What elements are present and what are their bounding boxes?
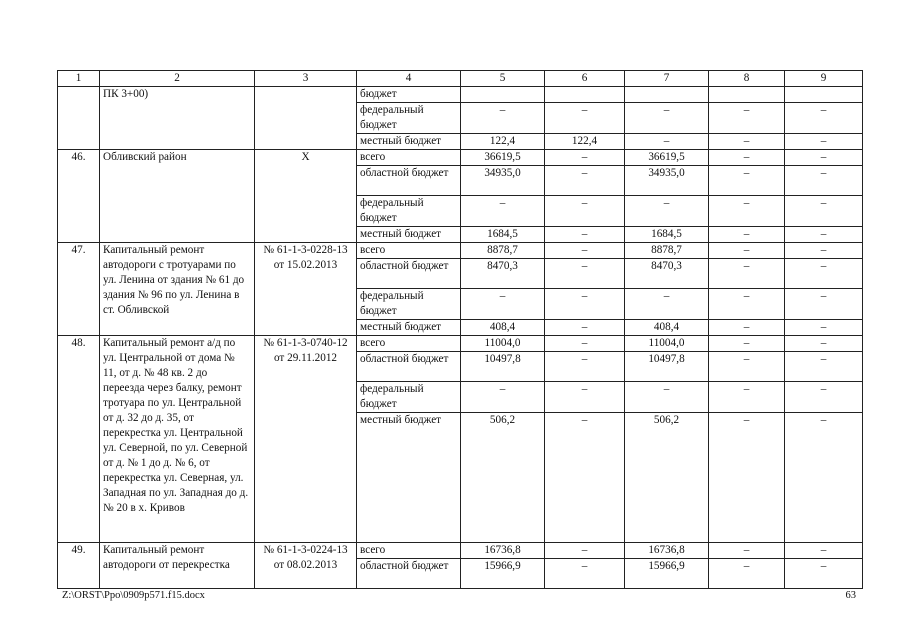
budget-label: бюджет bbox=[357, 87, 461, 103]
item-document: X bbox=[255, 150, 357, 243]
value-col-8: – bbox=[709, 227, 785, 243]
value-col-8: – bbox=[709, 413, 785, 543]
value-col-9: – bbox=[785, 289, 863, 320]
value-col-6: – bbox=[545, 413, 625, 543]
value-col-9: – bbox=[785, 259, 863, 289]
item-number: 47. bbox=[58, 243, 100, 336]
value-col-5: – bbox=[461, 382, 545, 413]
value-col-9 bbox=[785, 87, 863, 103]
value-col-5: 506,2 bbox=[461, 413, 545, 543]
value-col-6: – bbox=[545, 103, 625, 134]
value-col-5 bbox=[461, 87, 545, 103]
value-col-5: – bbox=[461, 289, 545, 320]
value-col-9: – bbox=[785, 150, 863, 166]
value-col-7: 408,4 bbox=[625, 320, 709, 336]
value-col-7: 34935,0 bbox=[625, 166, 709, 196]
budget-label: областной бюджет bbox=[357, 166, 461, 196]
value-col-6: – bbox=[545, 243, 625, 259]
value-col-7: – bbox=[625, 103, 709, 134]
value-col-6: – bbox=[545, 320, 625, 336]
value-col-9: – bbox=[785, 166, 863, 196]
value-col-7: 8878,7 bbox=[625, 243, 709, 259]
col-6-header: 6 bbox=[545, 71, 625, 87]
budget-line bbox=[58, 336, 863, 352]
value-col-6: – bbox=[545, 352, 625, 382]
value-col-9: – bbox=[785, 413, 863, 543]
item-document bbox=[255, 87, 357, 150]
item-name: Капитальный ремонт автодороги от перекрестка bbox=[100, 543, 255, 589]
budget-line bbox=[58, 150, 863, 166]
value-col-8: – bbox=[709, 543, 785, 559]
value-col-5: 16736,8 bbox=[461, 543, 545, 559]
value-col-5: 1684,5 bbox=[461, 227, 545, 243]
value-col-7: 506,2 bbox=[625, 413, 709, 543]
value-col-5: – bbox=[461, 196, 545, 227]
value-col-7: – bbox=[625, 382, 709, 413]
value-col-8: – bbox=[709, 243, 785, 259]
item-number: 49. bbox=[58, 543, 100, 589]
value-col-6 bbox=[545, 87, 625, 103]
budget-label: местный бюджет bbox=[357, 413, 461, 543]
value-col-9: – bbox=[785, 352, 863, 382]
value-col-9: – bbox=[785, 243, 863, 259]
value-col-5: 34935,0 bbox=[461, 166, 545, 196]
value-col-9: – bbox=[785, 320, 863, 336]
item-document: № 61-1-3-0228-13 от 15.02.2013 bbox=[255, 243, 357, 336]
row-46 bbox=[58, 150, 863, 243]
value-col-7: – bbox=[625, 134, 709, 150]
value-col-6: – bbox=[545, 259, 625, 289]
budget-label: федеральный бюджет bbox=[357, 196, 461, 227]
col-5-header: 5 bbox=[461, 71, 545, 87]
item-name: Капитальный ремонт автодороги с тротуарами по ул. Ленина от здания № 61 до здания № 96 по ул. Ленина в ст. Обливской bbox=[100, 243, 255, 336]
budget-label: федеральный бюджет bbox=[357, 103, 461, 134]
value-col-8: – bbox=[709, 150, 785, 166]
value-col-8: – bbox=[709, 166, 785, 196]
col-2-header: 2 bbox=[100, 71, 255, 87]
value-col-7: 11004,0 bbox=[625, 336, 709, 352]
row-pk-continuation bbox=[58, 87, 863, 150]
budget-label: федеральный бюджет bbox=[357, 289, 461, 320]
value-col-8: – bbox=[709, 134, 785, 150]
value-col-5: 11004,0 bbox=[461, 336, 545, 352]
column-number-row bbox=[58, 71, 863, 87]
value-col-8: – bbox=[709, 352, 785, 382]
value-col-9: – bbox=[785, 559, 863, 589]
value-col-7: – bbox=[625, 196, 709, 227]
value-col-8: – bbox=[709, 336, 785, 352]
row-47 bbox=[58, 243, 863, 336]
value-col-5: 122,4 bbox=[461, 134, 545, 150]
value-col-5: 10497,8 bbox=[461, 352, 545, 382]
col-7-header: 7 bbox=[625, 71, 709, 87]
col-1-header: 1 bbox=[58, 71, 100, 87]
item-name: ПК 3+00) bbox=[100, 87, 255, 150]
budget-line bbox=[58, 243, 863, 259]
budget-label: всего bbox=[357, 336, 461, 352]
value-col-5: – bbox=[461, 103, 545, 134]
value-col-9: – bbox=[785, 227, 863, 243]
value-col-6: – bbox=[545, 166, 625, 196]
value-col-6: – bbox=[545, 336, 625, 352]
budget-label: местный бюджет bbox=[357, 320, 461, 336]
value-col-5: 36619,5 bbox=[461, 150, 545, 166]
value-col-9: – bbox=[785, 543, 863, 559]
row-48 bbox=[58, 336, 863, 543]
budget-label: областной бюджет bbox=[357, 352, 461, 382]
value-col-8: – bbox=[709, 196, 785, 227]
value-col-7: 1684,5 bbox=[625, 227, 709, 243]
col-9-header: 9 bbox=[785, 71, 863, 87]
value-col-7: 16736,8 bbox=[625, 543, 709, 559]
budget-line bbox=[58, 543, 863, 559]
value-col-5: 8878,7 bbox=[461, 243, 545, 259]
value-col-5: 8470,3 bbox=[461, 259, 545, 289]
value-col-9: – bbox=[785, 103, 863, 134]
value-col-9: – bbox=[785, 134, 863, 150]
item-document: № 61-1-3-0740-12 от 29.11.2012 bbox=[255, 336, 357, 543]
value-col-6: – bbox=[545, 559, 625, 589]
budget-label: местный бюджет bbox=[357, 227, 461, 243]
budget-label: всего bbox=[357, 543, 461, 559]
item-number: 46. bbox=[58, 150, 100, 243]
value-col-8: – bbox=[709, 289, 785, 320]
value-col-7: – bbox=[625, 289, 709, 320]
value-col-7: 10497,8 bbox=[625, 352, 709, 382]
value-col-6: – bbox=[545, 382, 625, 413]
value-col-8: – bbox=[709, 259, 785, 289]
value-col-8: – bbox=[709, 320, 785, 336]
footer-page-number: 63 bbox=[845, 590, 856, 601]
budget-label: всего bbox=[357, 150, 461, 166]
budget-label: областной бюджет bbox=[357, 259, 461, 289]
budget-label: местный бюджет bbox=[357, 134, 461, 150]
footer-file-path: Z:\ORST\Ppo\0909p571.f15.docx bbox=[62, 590, 205, 601]
value-col-7: 15966,9 bbox=[625, 559, 709, 589]
value-col-5: 408,4 bbox=[461, 320, 545, 336]
value-col-7: 36619,5 bbox=[625, 150, 709, 166]
value-col-9: – bbox=[785, 196, 863, 227]
budget-line bbox=[58, 87, 863, 103]
budget-label: областной бюджет bbox=[357, 559, 461, 589]
value-col-9: – bbox=[785, 382, 863, 413]
row-49 bbox=[58, 543, 863, 589]
value-col-7: 8470,3 bbox=[625, 259, 709, 289]
value-col-6: 122,4 bbox=[545, 134, 625, 150]
value-col-8: – bbox=[709, 103, 785, 134]
item-name: Капитальный ремонт а/д по ул. Центральной от дома № 11, от д. № 48 кв. 2 до переезда через балку, ремонт тротуара по ул. Центральной от д. 32 до д. 35, от перекрестка ул. Центральной ул. Северной, по ул. Северной от д. № 1 до д. № 6, от перекрестка ул. Северная, ул. Западная по ул. Западная до д. № 20 в х. Кривов bbox=[100, 336, 255, 543]
value-col-6: – bbox=[545, 196, 625, 227]
value-col-8 bbox=[709, 87, 785, 103]
col-3-header: 3 bbox=[255, 71, 357, 87]
item-name: Обливский район bbox=[100, 150, 255, 243]
value-col-8: – bbox=[709, 559, 785, 589]
item-document: № 61-1-3-0224-13 от 08.02.2013 bbox=[255, 543, 357, 589]
item-number bbox=[58, 87, 100, 150]
value-col-7 bbox=[625, 87, 709, 103]
value-col-5: 15966,9 bbox=[461, 559, 545, 589]
budget-table bbox=[57, 70, 863, 589]
col-8-header: 8 bbox=[709, 71, 785, 87]
budget-label: федеральный бюджет bbox=[357, 382, 461, 413]
value-col-6: – bbox=[545, 227, 625, 243]
value-col-9: – bbox=[785, 336, 863, 352]
value-col-6: – bbox=[545, 289, 625, 320]
value-col-6: – bbox=[545, 543, 625, 559]
item-number: 48. bbox=[58, 336, 100, 543]
col-4-header: 4 bbox=[357, 71, 461, 87]
budget-label: всего bbox=[357, 243, 461, 259]
value-col-8: – bbox=[709, 382, 785, 413]
value-col-6: – bbox=[545, 150, 625, 166]
